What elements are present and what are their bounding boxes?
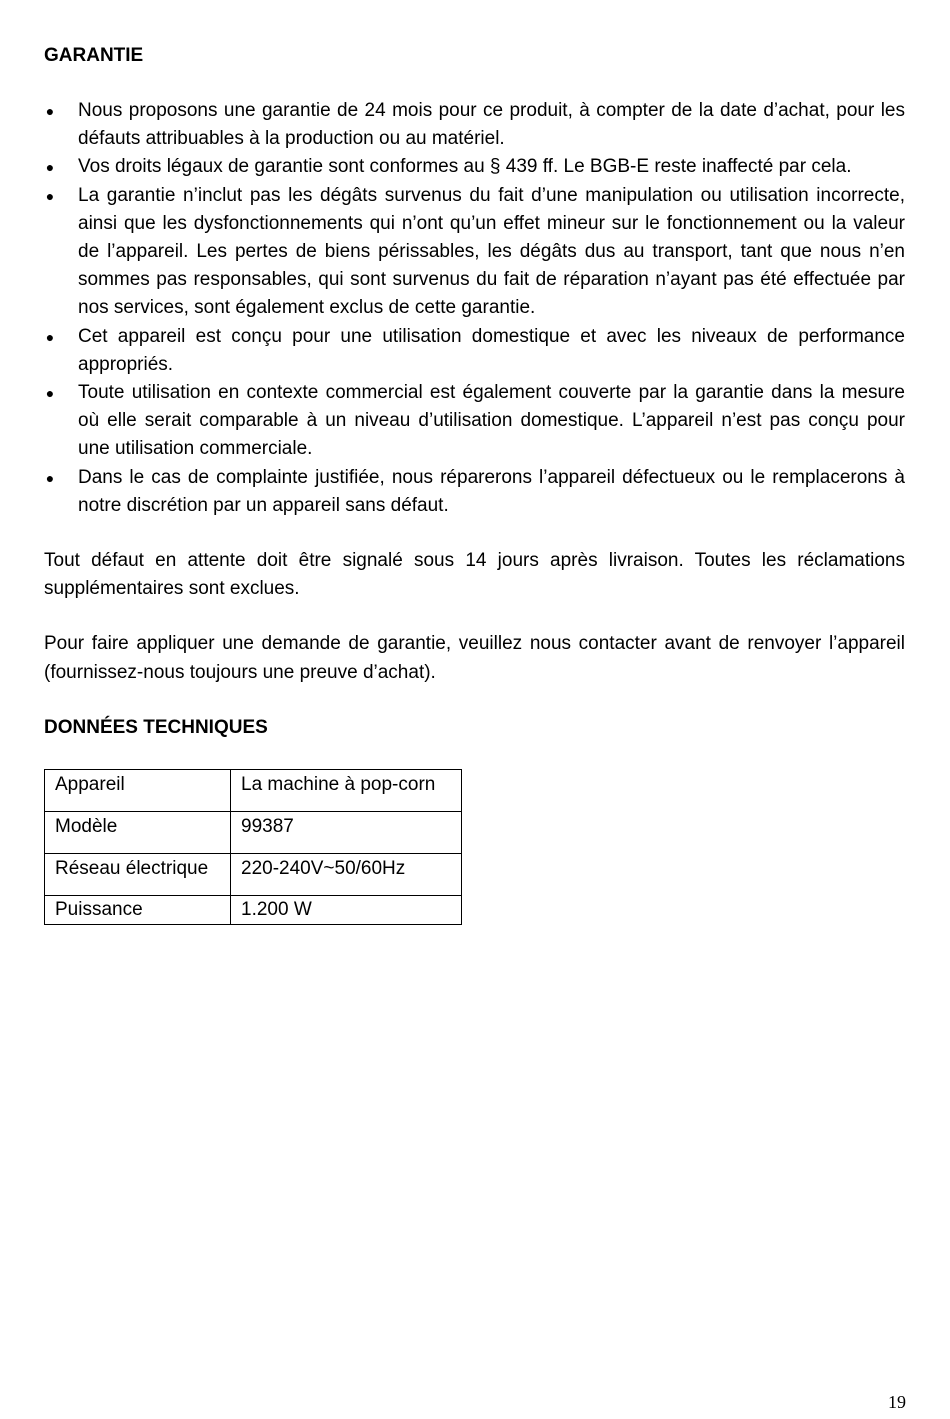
- list-item: [44, 97, 905, 153]
- bullet-icon: ●: [45, 469, 55, 486]
- warranty-claim-paragraph: Pour faire appliquer une demande de garantie, veuillez nous contacter avant de renvoyer l’appareil (fournissez-nous toujours une preuve d’achat).: [44, 633, 905, 683]
- table-cell-value: La machine à pop-corn: [231, 769, 462, 811]
- table-row: [45, 853, 462, 895]
- table-cell-label: Puissance: [45, 895, 231, 924]
- table-row: [45, 811, 462, 853]
- page-number: 19: [888, 1392, 906, 1412]
- table-cell-value: 220-240V~50/60Hz: [231, 853, 462, 895]
- list-item-text: Toute utilisation en contexte commercial est également couverte par la garantie dans la mesure où elle serait comparable à un niveau d’utilisation domestique. L’appareil n’est pas conçu pour une utilisation commerciale.: [78, 382, 905, 460]
- table-cell-label: Appareil: [45, 769, 231, 811]
- bullet-icon: ●: [45, 385, 55, 402]
- table-cell-value: 99387: [231, 811, 462, 853]
- warranty-bullet-list: [44, 97, 905, 520]
- list-item-text: La garantie n’inclut pas les dégâts survenus du fait d’une manipulation ou utilisation incorrecte, ainsi que les dysfonctionnements qui n’ont qu’un effet mineur sur le fonctionnement ou la valeur de l’appareil. Les pertes de biens périssables, les dégâts dus au transport, tant que nous n’en sommes pas responsables, qui sont survenus du fait de réparation n’ayant pas été effectuée par nos services, sont également exclus de cette garantie.: [78, 184, 905, 319]
- table-cell-value: 1.200 W: [231, 895, 462, 924]
- list-item: [44, 153, 905, 181]
- list-item-text: Dans le cas de complainte justifiée, nous réparerons l’appareil défectueux ou le remplacerons à notre discrétion par un appareil sans défaut.: [78, 466, 905, 516]
- bullet-icon: ●: [45, 159, 55, 176]
- technical-data-heading: DONNÉES TECHNIQUES: [44, 716, 268, 738]
- warranty-heading: GARANTIE: [44, 45, 144, 66]
- bullet-icon: ●: [45, 187, 55, 204]
- list-item: [44, 182, 905, 323]
- list-item: [44, 323, 905, 379]
- table-cell-label: Réseau électrique: [45, 853, 231, 895]
- defect-notice-paragraph: Tout défaut en attente doit être signalé sous 14 jours après livraison. Toutes les réclamations supplémentaires sont exclues.: [44, 550, 905, 600]
- table-row: [45, 769, 462, 811]
- list-item: [44, 379, 905, 464]
- technical-data-table: [44, 769, 462, 925]
- list-item-text: Nous proposons une garantie de 24 mois pour ce produit, à compter de la date d’achat, pour les défauts attribuables à la production ou au matériel.: [78, 100, 905, 150]
- list-item: [44, 464, 905, 520]
- table-row: [45, 895, 462, 924]
- list-item-text: Cet appareil est conçu pour une utilisation domestique et avec les niveaux de performance appropriés.: [78, 325, 905, 375]
- bullet-icon: ●: [45, 328, 55, 345]
- bullet-icon: ●: [45, 103, 55, 119]
- table-cell-label: Modèle: [45, 811, 231, 853]
- document-page: [44, 40, 905, 925]
- list-item-text: Vos droits légaux de garantie sont conformes au § 439 ff. Le BGB-E reste inaffecté par cela.: [78, 156, 852, 178]
